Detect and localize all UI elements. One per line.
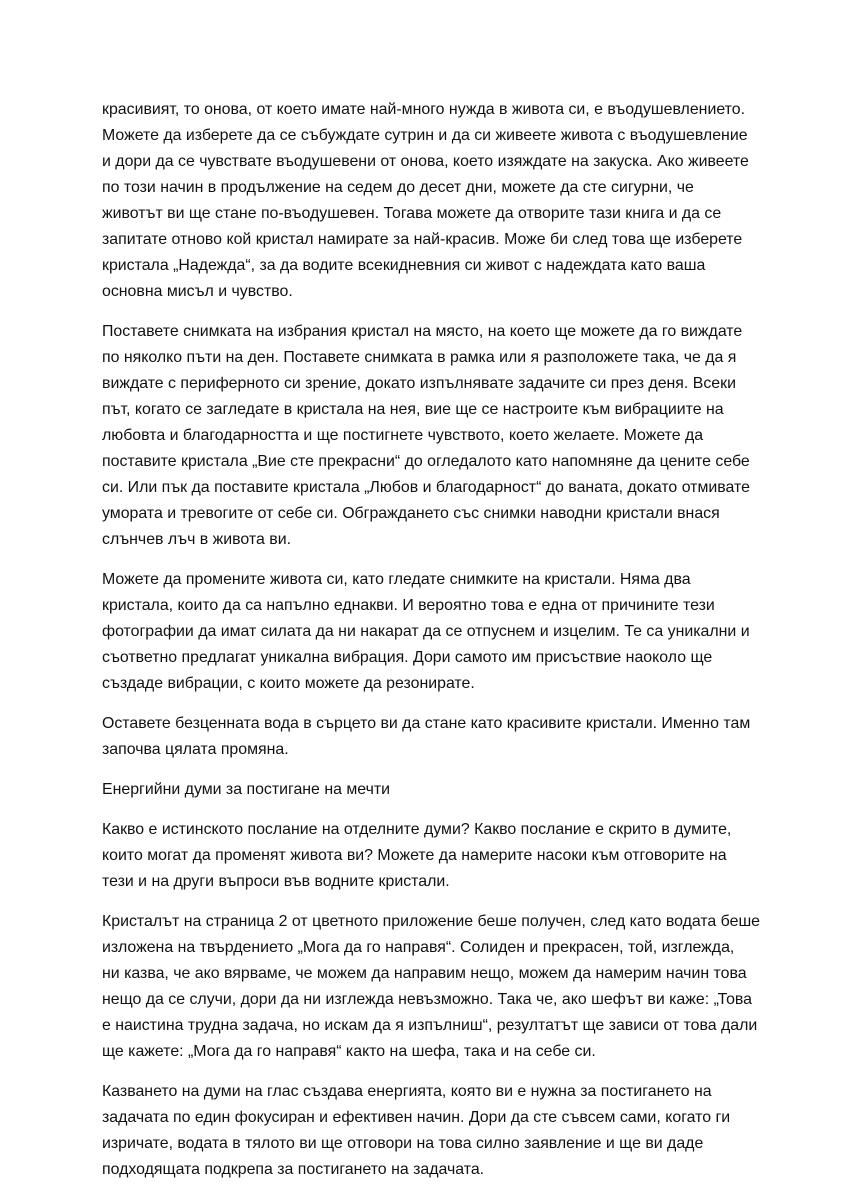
- text-line: по няколко пъти на ден. Поставете снимката в рамка или я разположете така, че да я: [102, 349, 737, 366]
- text-line: кристала, които да са напълно еднакви. И вероятно това е една от причините тези: [102, 597, 715, 614]
- heading-text: Енергийни думи за постигане на мечти: [102, 781, 391, 798]
- text-line: любовта и благодарността и ще постигнете чувството, което желаете. Можете да: [102, 427, 704, 444]
- text-line: започва цялата промяна.: [102, 741, 289, 758]
- text-line: виждате с периферното си зрение, докато изпълнявате задачите си през деня. Всеки: [102, 375, 736, 392]
- text-line: съответно предлагат уникална вибрация. Дори самото им присъствие наоколо ще: [102, 649, 713, 666]
- text-line: които могат да променят живота ви? Можете да намерите насоки към отговорите на: [102, 847, 727, 864]
- text-line: нещо да се случи, дори да ни изглежда невъзможно. Така че, ако шефът ви каже: „Това: [102, 991, 753, 1008]
- text-line: ще кажете: „Мога да го направя“ както на шефа, така и на себе си.: [102, 1043, 596, 1060]
- text-line: задачата по един фокусиран и ефективен начин. Дори да сте съвсем сами, когато ги: [102, 1109, 731, 1126]
- text-line: Какво е истинското послание на отделните думи? Какво послание е скрито в думите,: [102, 821, 732, 838]
- text-line: Оставете безценната вода в сърцето ви да стане като красивите кристали. Именно там: [102, 715, 751, 732]
- text-line: фотографии да имат силата да ни накарат да се отпуснем и изцелим. Те са уникални и: [102, 623, 750, 640]
- text-line: Поставете снимката на избрания кристал на място, на което ще можете да го виждате: [102, 323, 743, 340]
- text-line: тези и на други въпроси във водните кристали.: [102, 873, 450, 890]
- text-line: изричате, водата в тялото ви ще отговори на това силно заявление и ще ви даде: [102, 1135, 704, 1152]
- paragraph: [102, 97, 752, 305]
- text-line: път, когато се загледате в кристала на нея, вие ще се настроите към вибрациите на: [102, 401, 724, 418]
- paragraph: [102, 817, 752, 895]
- text-line: Можете да изберете да се събуждате сутрин и да си живеете живота с въодушевление: [102, 127, 748, 144]
- text-line: слънчев лъч в живота ви.: [102, 531, 291, 548]
- text-line: и дори да се чувствате въодушевени от онова, което изяждате на закуска. Ако живеете: [102, 153, 749, 170]
- text-line: е наистина трудна задача, но искам да я изпълниш“, резултатът ще зависи от това дали: [102, 1017, 758, 1034]
- text-line: основна мисъл и чувство.: [102, 283, 293, 300]
- text-line: поставите кристала „Вие сте прекрасни“ до огледалото като напомняне да цените себе: [102, 453, 750, 470]
- text-line: по този начин в продължение на седем до десет дни, можете да сте сигурни, че: [102, 179, 694, 196]
- text-line: подходящата подкрепа за постигането на задачата.: [102, 1161, 485, 1178]
- text-line: Можете да промените живота си, като гледате снимките на кристали. Няма два: [102, 571, 691, 588]
- section-heading: [102, 777, 752, 803]
- text-line: Казването на думи на глас създава енергията, която ви е нужна за постигането на: [102, 1083, 712, 1100]
- paragraph: [102, 319, 752, 553]
- text-line: създаде вибрации, с които можете да резонирате.: [102, 675, 475, 692]
- text-line: животът ви ще стане по-въодушевен. Тогава можете да отворите тази книга и да се: [102, 205, 722, 222]
- paragraph: [102, 909, 761, 1065]
- text-line: умората и тревогите от себе си. Обграждането със снимки наводни кристали внася: [102, 505, 720, 522]
- paragraph: [102, 1079, 752, 1183]
- text-line: Кристалът на страница 2 от цветното приложение беше получен, след като водата беше: [102, 913, 761, 930]
- text-line: ни казва, че ако вярваме, че можем да направим нещо, можем да намерим начин това: [102, 965, 747, 982]
- text-line: красивият, то онова, от което имате най-много нужда в живота си, е въодушевлението.: [102, 101, 745, 118]
- text-line: си. Или пък да поставите кристала „Любов и благодарност“ до ваната, докато отмивате: [102, 479, 750, 496]
- paragraph: [102, 567, 752, 697]
- text-line: изложена на твърдението „Мога да го направя“. Солиден и прекрасен, той, изглежда,: [102, 939, 735, 956]
- document-page: [102, 97, 761, 1197]
- text-line: кристала „Надежда“, за да водите всекидневния си живот с надеждата като ваша: [102, 257, 706, 274]
- paragraph: [102, 711, 752, 763]
- text-line: запитате отново кой кристал намирате за най-красив. Може би след това ще изберете: [102, 231, 743, 248]
